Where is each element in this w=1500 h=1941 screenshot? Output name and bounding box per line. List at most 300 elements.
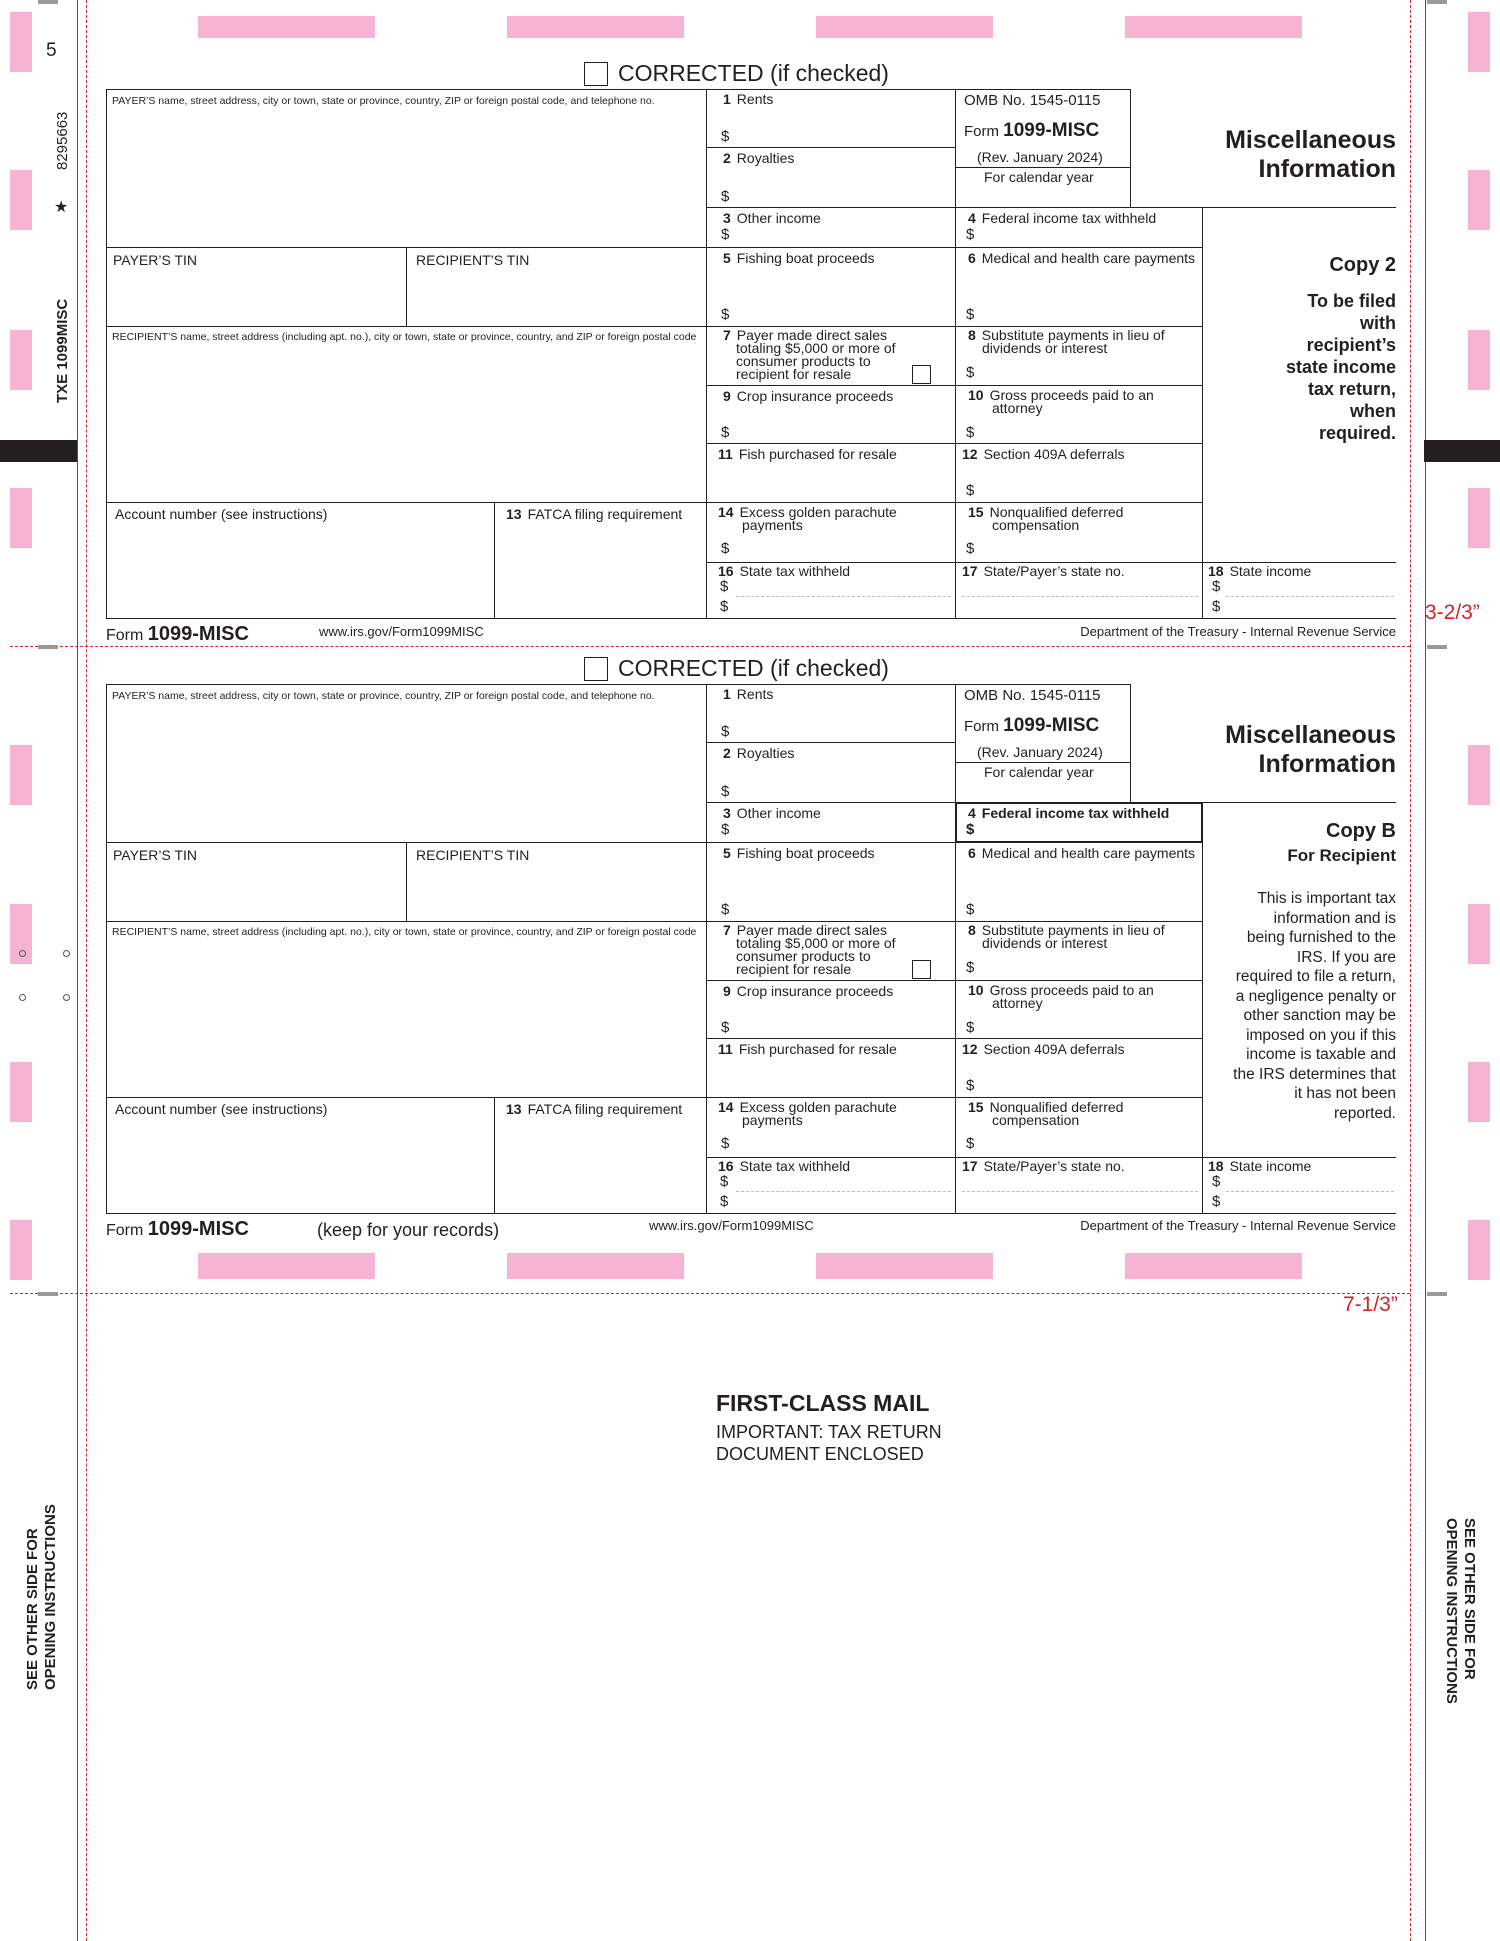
- box13-label: [506, 507, 682, 521]
- box13-text: FATCA filing requirement: [527, 506, 683, 522]
- pink-side-mark: [1468, 330, 1490, 390]
- fold-line-1: [10, 646, 1410, 647]
- form-code: TXE 1099MISC: [54, 298, 71, 403]
- row-line: [706, 385, 1203, 386]
- box1-dollar: $: [721, 128, 730, 145]
- box18-text: State income: [1229, 1158, 1312, 1174]
- tick-mark: [1427, 645, 1447, 649]
- footer-form: [106, 1218, 249, 1241]
- box16-dollar-2: $: [720, 1193, 729, 1210]
- box18-dash: [1226, 596, 1394, 597]
- box15-line2: compensation: [992, 1112, 1080, 1128]
- pink-strip: [1125, 16, 1302, 38]
- notice-line11: it has not been: [1294, 1085, 1396, 1102]
- box13-label: [506, 1102, 682, 1116]
- pink-side-mark: [1468, 488, 1490, 548]
- payer-name-label: PAYER’S name, street address, city or town, state or province, country, ZIP or foreign postal code, and telephone no.: [112, 690, 655, 702]
- box11-label: [718, 447, 897, 461]
- box15-label: [968, 1101, 1123, 1127]
- box4-num: 4: [968, 210, 976, 226]
- see-other-side-line2: OPENING INSTRUCTIONS: [1443, 1518, 1460, 1704]
- see-other-side-right: [1442, 1518, 1478, 1704]
- box16-dollar-2: $: [720, 598, 729, 615]
- box17-label: [962, 564, 1125, 578]
- mail-line2: DOCUMENT ENCLOSED: [716, 1444, 924, 1464]
- pink-side-mark: [1468, 1062, 1490, 1122]
- pink-strip: [198, 1253, 375, 1279]
- box18-num: 18: [1208, 563, 1224, 579]
- box18-text: State income: [1229, 563, 1312, 579]
- box6-label: [968, 251, 1195, 265]
- see-other-side-line1: SEE OTHER SIDE FOR: [24, 1528, 41, 1690]
- box4-text: Federal income tax withheld: [981, 805, 1170, 821]
- footer-url: www.irs.gov/Form1099MISC: [649, 1218, 814, 1233]
- pink-strip: [1125, 1253, 1302, 1279]
- box18-num: 18: [1208, 1158, 1224, 1174]
- tick-mark: [38, 645, 58, 649]
- box3-dollar: $: [721, 821, 730, 838]
- box1-num: 1: [723, 91, 731, 107]
- notice-line12: reported.: [1333, 1104, 1396, 1122]
- box2-num: 2: [723, 150, 731, 166]
- box7-checkbox[interactable]: [912, 960, 931, 979]
- box17-dash: [962, 1191, 1198, 1192]
- form-copy-b: [106, 655, 1396, 1245]
- pin-hole: [19, 950, 26, 957]
- pink-side-mark: [10, 1220, 32, 1280]
- box14-line2: payments: [742, 517, 803, 533]
- pin-hole: [63, 950, 70, 957]
- left-edge-line: [77, 0, 78, 1941]
- box6-num: 6: [968, 250, 976, 266]
- col-divider: [955, 684, 956, 1213]
- box16-num: 16: [718, 563, 734, 579]
- box13-num: 13: [506, 506, 522, 522]
- row-line: [706, 443, 1203, 444]
- frame-left: [106, 89, 107, 618]
- box5-num: 5: [723, 250, 731, 266]
- frame-top: [106, 684, 707, 685]
- box1-dollar: $: [721, 723, 730, 740]
- row-line: [106, 326, 706, 327]
- form-title: [1136, 721, 1396, 779]
- see-other-side-line2: OPENING INSTRUCTIONS: [42, 1504, 59, 1690]
- pink-side-mark: [10, 330, 32, 390]
- box7-num: 7: [723, 327, 731, 343]
- box12-num: 12: [962, 446, 978, 462]
- form-name: 1099-MISC: [1003, 120, 1100, 141]
- box1-label: [723, 687, 773, 701]
- box11-num: 11: [718, 1041, 733, 1057]
- calendar-year: For calendar year: [984, 169, 1094, 185]
- box8-line1: Substitute payments in lieu of: [981, 327, 1165, 343]
- box16-dollar-1: $: [720, 1173, 729, 1190]
- box16-label: [718, 564, 850, 578]
- account-number-label: Account number (see instructions): [115, 506, 328, 522]
- recipient-tin-label: RECIPIENT’S TIN: [416, 847, 530, 863]
- form-title: [1136, 126, 1396, 184]
- row-line: [706, 147, 956, 148]
- box6-dollar: $: [966, 306, 975, 323]
- alignment-bar-right: [1424, 440, 1500, 462]
- box17-text: State/Payer’s state no.: [983, 563, 1125, 579]
- alignment-bar-left: [0, 440, 77, 462]
- box17-text: State/Payer’s state no.: [983, 1158, 1125, 1174]
- row-line: [706, 1038, 1203, 1039]
- box17-num: 17: [962, 563, 978, 579]
- box1-label: [723, 92, 773, 106]
- copy-label: Copy 2: [1329, 254, 1396, 276]
- row-line: [706, 1097, 1203, 1098]
- frame-left: [106, 684, 107, 1213]
- box10-line2: attorney: [992, 400, 1043, 416]
- box3-label: [723, 211, 821, 225]
- box16-num: 16: [718, 1158, 734, 1174]
- box9-dollar: $: [721, 1019, 730, 1036]
- box12-text: Section 409A deferrals: [983, 1041, 1125, 1057]
- omb-top: [955, 89, 1130, 90]
- omb-top: [955, 684, 1130, 685]
- pink-side-mark: [1468, 904, 1490, 964]
- box10-num: 10: [968, 982, 984, 998]
- box1-num: 1: [723, 686, 731, 702]
- box10-dollar: $: [966, 1019, 975, 1036]
- box7-label: [723, 329, 896, 381]
- fold-line-2: [10, 1293, 1410, 1294]
- row-line: [706, 207, 956, 208]
- pink-strip: [198, 16, 375, 38]
- acct-divider: [494, 1097, 495, 1213]
- fold-measure-1: 3-2/3”: [1425, 601, 1480, 624]
- box10-dollar: $: [966, 424, 975, 441]
- title-line2: Information: [1258, 155, 1396, 183]
- notice-line1: This is important tax: [1257, 890, 1396, 907]
- box18-dollar-1: $: [1212, 578, 1221, 595]
- notice-line5: required to file a return,: [1235, 968, 1396, 985]
- form-word: Form: [106, 1222, 144, 1239]
- omb-right: [1130, 684, 1131, 802]
- box5-text: Fishing boat proceeds: [736, 250, 875, 266]
- box15-num: 15: [968, 504, 984, 520]
- box8-line1: Substitute payments in lieu of: [981, 922, 1165, 938]
- notice-line6: a negligence penalty or: [1235, 987, 1396, 1005]
- box8-label: [968, 924, 1165, 950]
- box7-line1: Payer made direct sales: [736, 922, 887, 938]
- notice-line7: other sanction may be: [1243, 1007, 1396, 1024]
- row-line: [706, 802, 956, 803]
- box4-label: [968, 806, 1169, 820]
- box18-label: [1208, 564, 1311, 578]
- box5-dollar: $: [721, 306, 730, 323]
- box11-label: [718, 1042, 897, 1056]
- box12-num: 12: [962, 1041, 978, 1057]
- left-perforation: [86, 0, 87, 1941]
- box11-text: Fish purchased for resale: [738, 446, 897, 462]
- omb-mid: [955, 762, 1130, 763]
- box7-line3: consumer products to: [736, 948, 871, 964]
- box11-num: 11: [718, 446, 733, 462]
- copy-for: For Recipient: [1287, 846, 1396, 865]
- tick-mark: [1427, 0, 1447, 4]
- form-word: Form: [106, 627, 144, 644]
- box14-dollar: $: [721, 1135, 730, 1152]
- box2-text: Royalties: [736, 745, 795, 761]
- row-line: [706, 742, 956, 743]
- title-line1: Miscellaneous: [1225, 126, 1396, 154]
- box16-dash: [736, 596, 951, 597]
- box10-label: [968, 984, 1154, 1010]
- box14-dollar: $: [721, 540, 730, 557]
- notice-line2: information and is: [1273, 909, 1396, 927]
- box7-line3: consumer products to: [736, 353, 871, 369]
- see-other-side-line1: SEE OTHER SIDE FOR: [1461, 1518, 1478, 1680]
- box5-num: 5: [723, 845, 731, 861]
- box15-dollar: $: [966, 540, 975, 557]
- copy2-line7: required.: [1318, 423, 1396, 443]
- box14-line1: Excess golden parachute: [739, 504, 897, 520]
- box7-checkbox[interactable]: [912, 365, 931, 384]
- box15-line2: compensation: [992, 517, 1080, 533]
- form-copy-2: [106, 60, 1396, 645]
- box16-text: State tax withheld: [739, 1158, 851, 1174]
- pink-side-mark: [10, 1062, 32, 1122]
- box6-text: Medical and health care payments: [981, 250, 1196, 266]
- rev-date: (Rev. January 2024): [977, 149, 1103, 165]
- footer-form: [106, 623, 249, 646]
- notice-line3: being furnished to the: [1246, 929, 1396, 946]
- pin-hole: [63, 994, 70, 1001]
- mail-notice: [716, 1421, 942, 1465]
- box10-num: 10: [968, 387, 984, 403]
- payer-name-label: PAYER’S name, street address, city or town, state or province, country, ZIP or foreign postal code, and telephone no.: [112, 95, 655, 107]
- row-line: [106, 502, 706, 503]
- fold-measure-2: 7-1/3”: [1343, 1293, 1398, 1316]
- recipient-tin-label: RECIPIENT’S TIN: [416, 252, 530, 268]
- box6-text: Medical and health care payments: [981, 845, 1196, 861]
- box14-num: 14: [718, 504, 734, 520]
- pink-side-mark: [1468, 745, 1490, 805]
- pink-side-mark: [1468, 1220, 1490, 1280]
- box13-text: FATCA filing requirement: [527, 1101, 683, 1117]
- title-line2: Information: [1258, 750, 1396, 778]
- notice-line8: imposed on you if this: [1246, 1026, 1396, 1044]
- box7-num: 7: [723, 922, 731, 938]
- corrected-label: CORRECTED (if checked): [618, 60, 889, 86]
- form-name: 1099-MISC: [1003, 715, 1100, 736]
- pink-strip: [816, 16, 993, 38]
- pink-side-mark: [10, 745, 32, 805]
- tick-mark: [1427, 1292, 1447, 1296]
- row-line: [706, 247, 1203, 248]
- box16-dollar-1: $: [720, 578, 729, 595]
- tin-divider: [406, 247, 407, 326]
- box3-dollar: $: [721, 226, 730, 243]
- right-perforation: [1410, 0, 1411, 1941]
- notice-line9: income is taxable and: [1246, 1046, 1396, 1063]
- box13-num: 13: [506, 1101, 522, 1117]
- box8-dollar: $: [966, 959, 975, 976]
- copy2-line2: with: [1360, 313, 1396, 333]
- notice-line10: the IRS determines that: [1233, 1065, 1396, 1083]
- box2-num: 2: [723, 745, 731, 761]
- recipient-name-label: RECIPIENT’S name, street address (including apt. no.), city or town, state or province, country, and ZIP or foreign postal code: [112, 331, 697, 343]
- row-line: [706, 89, 956, 90]
- box2-label: [723, 746, 794, 760]
- tick-mark: [38, 1292, 58, 1296]
- calendar-year: For calendar year: [984, 764, 1094, 780]
- box6-num: 6: [968, 845, 976, 861]
- footer-dept: Department of the Treasury - Internal Revenue Service: [1080, 624, 1396, 639]
- box5-text: Fishing boat proceeds: [736, 845, 875, 861]
- pin-hole: [19, 994, 26, 1001]
- box15-num: 15: [968, 1099, 984, 1115]
- serial-number: 8295663: [54, 111, 71, 170]
- box1-text: Rents: [736, 91, 774, 107]
- box9-num: 9: [723, 983, 731, 999]
- row-line: [106, 921, 706, 922]
- box7-line2: totaling $5,000 or more of: [736, 340, 896, 356]
- box7-line1: Payer made direct sales: [736, 327, 887, 343]
- copy2-line1: To be filed: [1307, 291, 1396, 311]
- mail-line1: IMPORTANT: TAX RETURN: [716, 1422, 942, 1442]
- acct-divider: [494, 502, 495, 618]
- box9-text: Crop insurance proceeds: [736, 983, 894, 999]
- box12-label: [962, 447, 1124, 461]
- box2-label: [723, 151, 794, 165]
- box18-dollar-1: $: [1212, 1173, 1221, 1190]
- box12-text: Section 409A deferrals: [983, 446, 1125, 462]
- box10-label: [968, 389, 1154, 415]
- box10-line1: Gross proceeds paid to an: [989, 387, 1154, 403]
- box15-line1: Nonqualified deferred: [989, 1099, 1124, 1115]
- pink-strip: [816, 1253, 993, 1279]
- row-line: [706, 684, 956, 685]
- notice-line4: IRS. If you are: [1296, 948, 1396, 966]
- box9-dollar: $: [721, 424, 730, 441]
- corrected-label: CORRECTED (if checked): [618, 655, 889, 681]
- box17-label: [962, 1159, 1125, 1173]
- box6-label: [968, 846, 1195, 860]
- box14-num: 14: [718, 1099, 734, 1115]
- box10-line2: attorney: [992, 995, 1043, 1011]
- form-label: [964, 120, 1099, 142]
- box7-label: [723, 924, 896, 976]
- box9-label: [723, 984, 893, 998]
- copy-instructions: [1206, 290, 1396, 444]
- row-line: [106, 1097, 706, 1098]
- pink-side-mark: [10, 170, 32, 230]
- box16-dash: [736, 1191, 951, 1192]
- box14-line2: payments: [742, 1112, 803, 1128]
- box7-line4: recipient for resale: [736, 961, 852, 977]
- form-name: 1099-MISC: [147, 1218, 249, 1240]
- box10-line1: Gross proceeds paid to an: [989, 982, 1154, 998]
- mail-title: FIRST-CLASS MAIL: [716, 1390, 930, 1416]
- box16-label: [718, 1159, 850, 1173]
- box7-line2: totaling $5,000 or more of: [736, 935, 896, 951]
- pink-side-mark: [10, 488, 32, 548]
- box18-label: [1208, 1159, 1311, 1173]
- box9-num: 9: [723, 388, 731, 404]
- keep-records: (keep for your records): [317, 1220, 500, 1240]
- pink-side-mark: [10, 12, 32, 72]
- box3-num: 3: [723, 805, 731, 821]
- account-number-label: Account number (see instructions): [115, 1101, 328, 1117]
- form-name: 1099-MISC: [147, 623, 249, 645]
- payer-tin-label: PAYER’S TIN: [113, 847, 198, 863]
- box16-text: State tax withheld: [739, 563, 851, 579]
- copy2-line5: tax return,: [1307, 379, 1396, 399]
- box8-line2: dividends or interest: [982, 340, 1108, 356]
- box17-dash: [962, 596, 1198, 597]
- box8-dollar: $: [966, 364, 975, 381]
- box11-text: Fish purchased for resale: [738, 1041, 897, 1057]
- box8-label: [968, 329, 1165, 355]
- tick-mark: [38, 0, 58, 4]
- copy2-line3: recipient’s: [1306, 335, 1396, 355]
- box5-label: [723, 251, 875, 265]
- box12-dollar: $: [966, 1077, 975, 1094]
- see-other-side-left: [24, 1504, 60, 1690]
- box8-num: 8: [968, 327, 976, 343]
- box4-dollar: $: [966, 226, 975, 243]
- box15-label: [968, 506, 1123, 532]
- recipient-name-label: RECIPIENT’S name, street address (including apt. no.), city or town, state or province, country, and ZIP or foreign postal code: [112, 926, 697, 938]
- box4-num: 4: [968, 805, 976, 821]
- box3-text: Other income: [736, 210, 821, 226]
- box18-dash: [1226, 1191, 1394, 1192]
- box3-num: 3: [723, 210, 731, 226]
- corrected-checkbox[interactable]: [584, 62, 608, 86]
- pink-strip: [507, 1253, 684, 1279]
- copy2-line6: when: [1349, 401, 1396, 421]
- rev-date: (Rev. January 2024): [977, 744, 1103, 760]
- pink-side-mark: [1468, 170, 1490, 230]
- box3-text: Other income: [736, 805, 821, 821]
- frame-bottom: [106, 1213, 1396, 1214]
- box17-num: 17: [962, 1158, 978, 1174]
- frame-bottom: [106, 618, 1396, 619]
- box9-text: Crop insurance proceeds: [736, 388, 894, 404]
- title-line1: Miscellaneous: [1225, 721, 1396, 749]
- pink-side-mark: [1468, 12, 1490, 72]
- box2-text: Royalties: [736, 150, 795, 166]
- col-divider: [1202, 207, 1203, 618]
- box8-line2: dividends or interest: [982, 935, 1108, 951]
- box4-dollar: $: [966, 821, 975, 838]
- box1-text: Rents: [736, 686, 774, 702]
- form-word: Form: [964, 718, 999, 735]
- form-label: [964, 715, 1099, 737]
- omb-number: OMB No. 1545-0115: [964, 687, 1101, 704]
- box7-line4: recipient for resale: [736, 366, 852, 382]
- right-edge-line: [1425, 0, 1426, 1941]
- box15-line1: Nonqualified deferred: [989, 504, 1124, 520]
- box14-label: [718, 506, 897, 532]
- page-number: 5: [46, 40, 57, 61]
- recipient-notice: [1206, 889, 1396, 1123]
- box15-dollar: $: [966, 1135, 975, 1152]
- form-word: Form: [964, 123, 999, 140]
- row-line: [1202, 207, 1396, 208]
- col-divider: [955, 89, 956, 618]
- frame-top: [106, 89, 707, 90]
- tin-divider: [406, 842, 407, 921]
- box4-label: [968, 211, 1156, 225]
- box2-dollar: $: [721, 188, 730, 205]
- box5-label: [723, 846, 875, 860]
- corrected-checkbox[interactable]: [584, 657, 608, 681]
